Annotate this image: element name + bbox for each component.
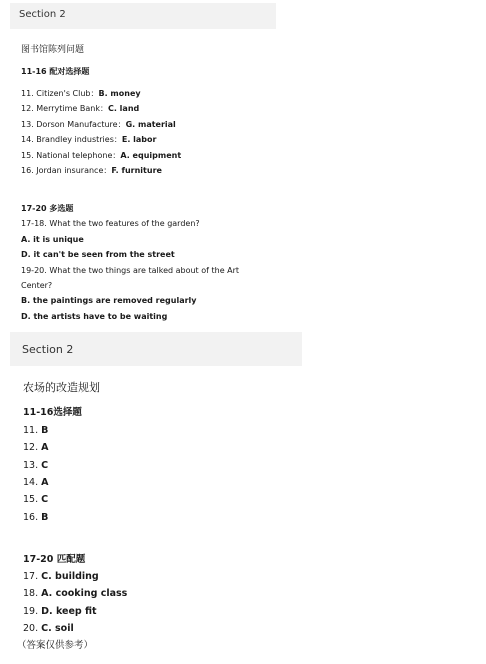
multi-heading: 17-20 多选题 xyxy=(21,204,74,213)
answer-text: A. it is unique xyxy=(21,235,84,244)
list-item: 19. D. keep fit xyxy=(23,606,97,617)
list-item: 11. Citizen's Club：B. money xyxy=(21,89,141,98)
section-title: 图书馆陈列问题 xyxy=(21,45,85,55)
list-item: 16. B xyxy=(23,512,49,523)
section-header-2 xyxy=(10,332,302,366)
section-header-label: Section 2 xyxy=(22,343,74,356)
question-text: 17-18. What the two features of the garden? xyxy=(21,219,200,228)
list-item: 14. Brandley industries：E. labor xyxy=(21,135,157,144)
choice-heading: 11-16选择题 xyxy=(23,407,82,418)
answer-text: D. the artists have to be waiting xyxy=(21,312,168,321)
section-header-1 xyxy=(10,3,276,29)
question-text-cont: Center? xyxy=(21,281,53,290)
note-text: （答案仅供参考） xyxy=(17,640,94,651)
list-item: 13. C xyxy=(23,460,49,471)
list-item: 11. B xyxy=(23,425,49,436)
answer-text: B. the paintings are removed regularly xyxy=(21,296,197,305)
match-heading: 11-16 配对选择题 xyxy=(21,67,90,76)
answer-text: D. it can't be seen from the street xyxy=(21,250,175,259)
section-header-label: Section 2 xyxy=(19,9,66,20)
list-item: 17. C. building xyxy=(23,571,99,582)
question-text: 19-20. What the two things are talked about of the Art xyxy=(21,266,240,275)
list-item: 15. C xyxy=(23,494,49,505)
list-item: 18. A. cooking class xyxy=(23,588,128,599)
list-item: 12. A xyxy=(23,442,49,453)
list-item: 16. Jordan insurance：F. furniture xyxy=(21,166,162,175)
list-item: 15. National telephone：A. equipment xyxy=(21,151,182,160)
list-item: 20. C. soil xyxy=(23,623,74,634)
list-item: 14. A xyxy=(23,477,49,488)
section-title: 农场的改造规划 xyxy=(23,381,100,394)
list-item: 12. Merrytime Bank：C. land xyxy=(21,104,140,113)
match-heading: 17-20 匹配题 xyxy=(23,554,86,565)
list-item: 13. Dorson Manufacture：G. material xyxy=(21,120,176,129)
